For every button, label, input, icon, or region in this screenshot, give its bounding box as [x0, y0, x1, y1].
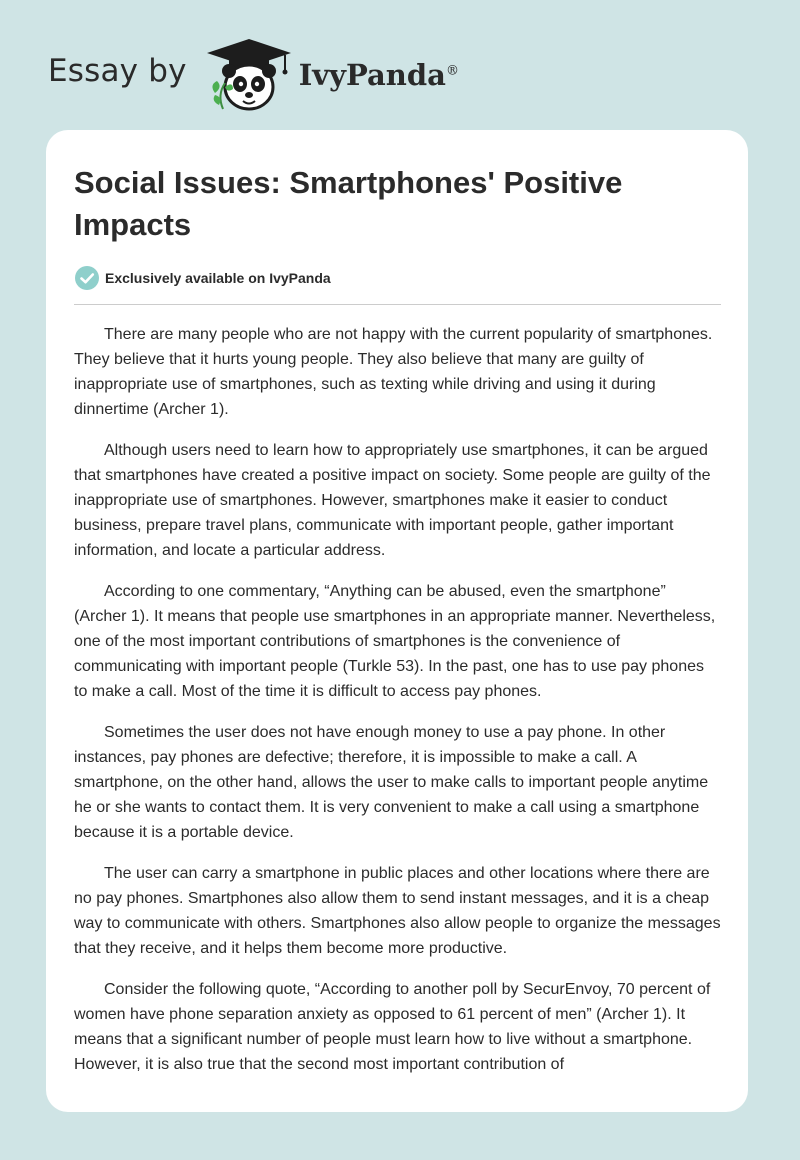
paragraph: Although users need to learn how to appropriately use smartphones, it can be argued that smartphones have created a positive impact on society. Some people are guilty of the inappropriate use of smartphones. However, smartphones make it easier to conduct business, prepare travel plans, communicate with important people, gather important information, and locate a particular address. [74, 442, 711, 559]
paragraph: Sometimes the user does not have enough money to use a pay phone. In other instances, pay phones are defective; therefore, it is impossible to make a call. A smartphone, on the other hand, allows the user to make calls to important people anytime he or she wants to contact them. It is very convenient to make a call using a smartphone because it is a portable device. [74, 724, 709, 841]
brand-prefix: Essay by [48, 53, 187, 89]
brand-name[interactable] [299, 58, 459, 92]
exclusive-badge [74, 265, 721, 291]
registered-mark: ® [445, 63, 459, 79]
paragraph: The user can carry a smartphone in public places and other locations where there are no pay phones. Smartphones also allow them to send instant messages, and it is a cheap way to communicate with others. Smartphones also allow people to organize the messages that they receive, and it helps them become more productive. [74, 865, 721, 957]
check-circle-icon [74, 265, 100, 291]
paragraph: According to one commentary, “Anything can be abused, even the smartphone” (Archer 1). It means that people use smartphones in an appropriate manner. Nevertheless, one of the most important contributions of smartphones is the convenience of communicating with important people (Turkle 53). In the past, one has to use pay phones to make a call. Most of the time it is difficult to access pay phones. [74, 583, 716, 700]
ivypanda-logo-icon[interactable] [203, 35, 295, 113]
brand-name-text: IvyPanda [298, 58, 446, 92]
site-header [48, 34, 459, 114]
essay-card [46, 130, 748, 1112]
exclusive-badge-text: Exclusively available on IvyPanda [105, 270, 331, 286]
paragraph: There are many people who are not happy with the current popularity of smartphones. They believe that it hurts young people. They also believe that many are guilty of inappropriate use of smartphones, such as texting while driving and using it during dinnertime (Archer 1). [74, 326, 713, 418]
paragraph: Consider the following quote, “According to another poll by SecurEnvoy, 70 percent of women have phone separation anxiety as opposed to 61 percent of men” (Archer 1). It means that a significant number of people must learn how to live without a smartphone. However, it is also true that the second most important contribution of [74, 981, 711, 1073]
page-title: Social Issues: Smartphones' Positive Impacts [74, 165, 623, 242]
divider [74, 304, 721, 305]
essay-body [74, 322, 721, 1077]
